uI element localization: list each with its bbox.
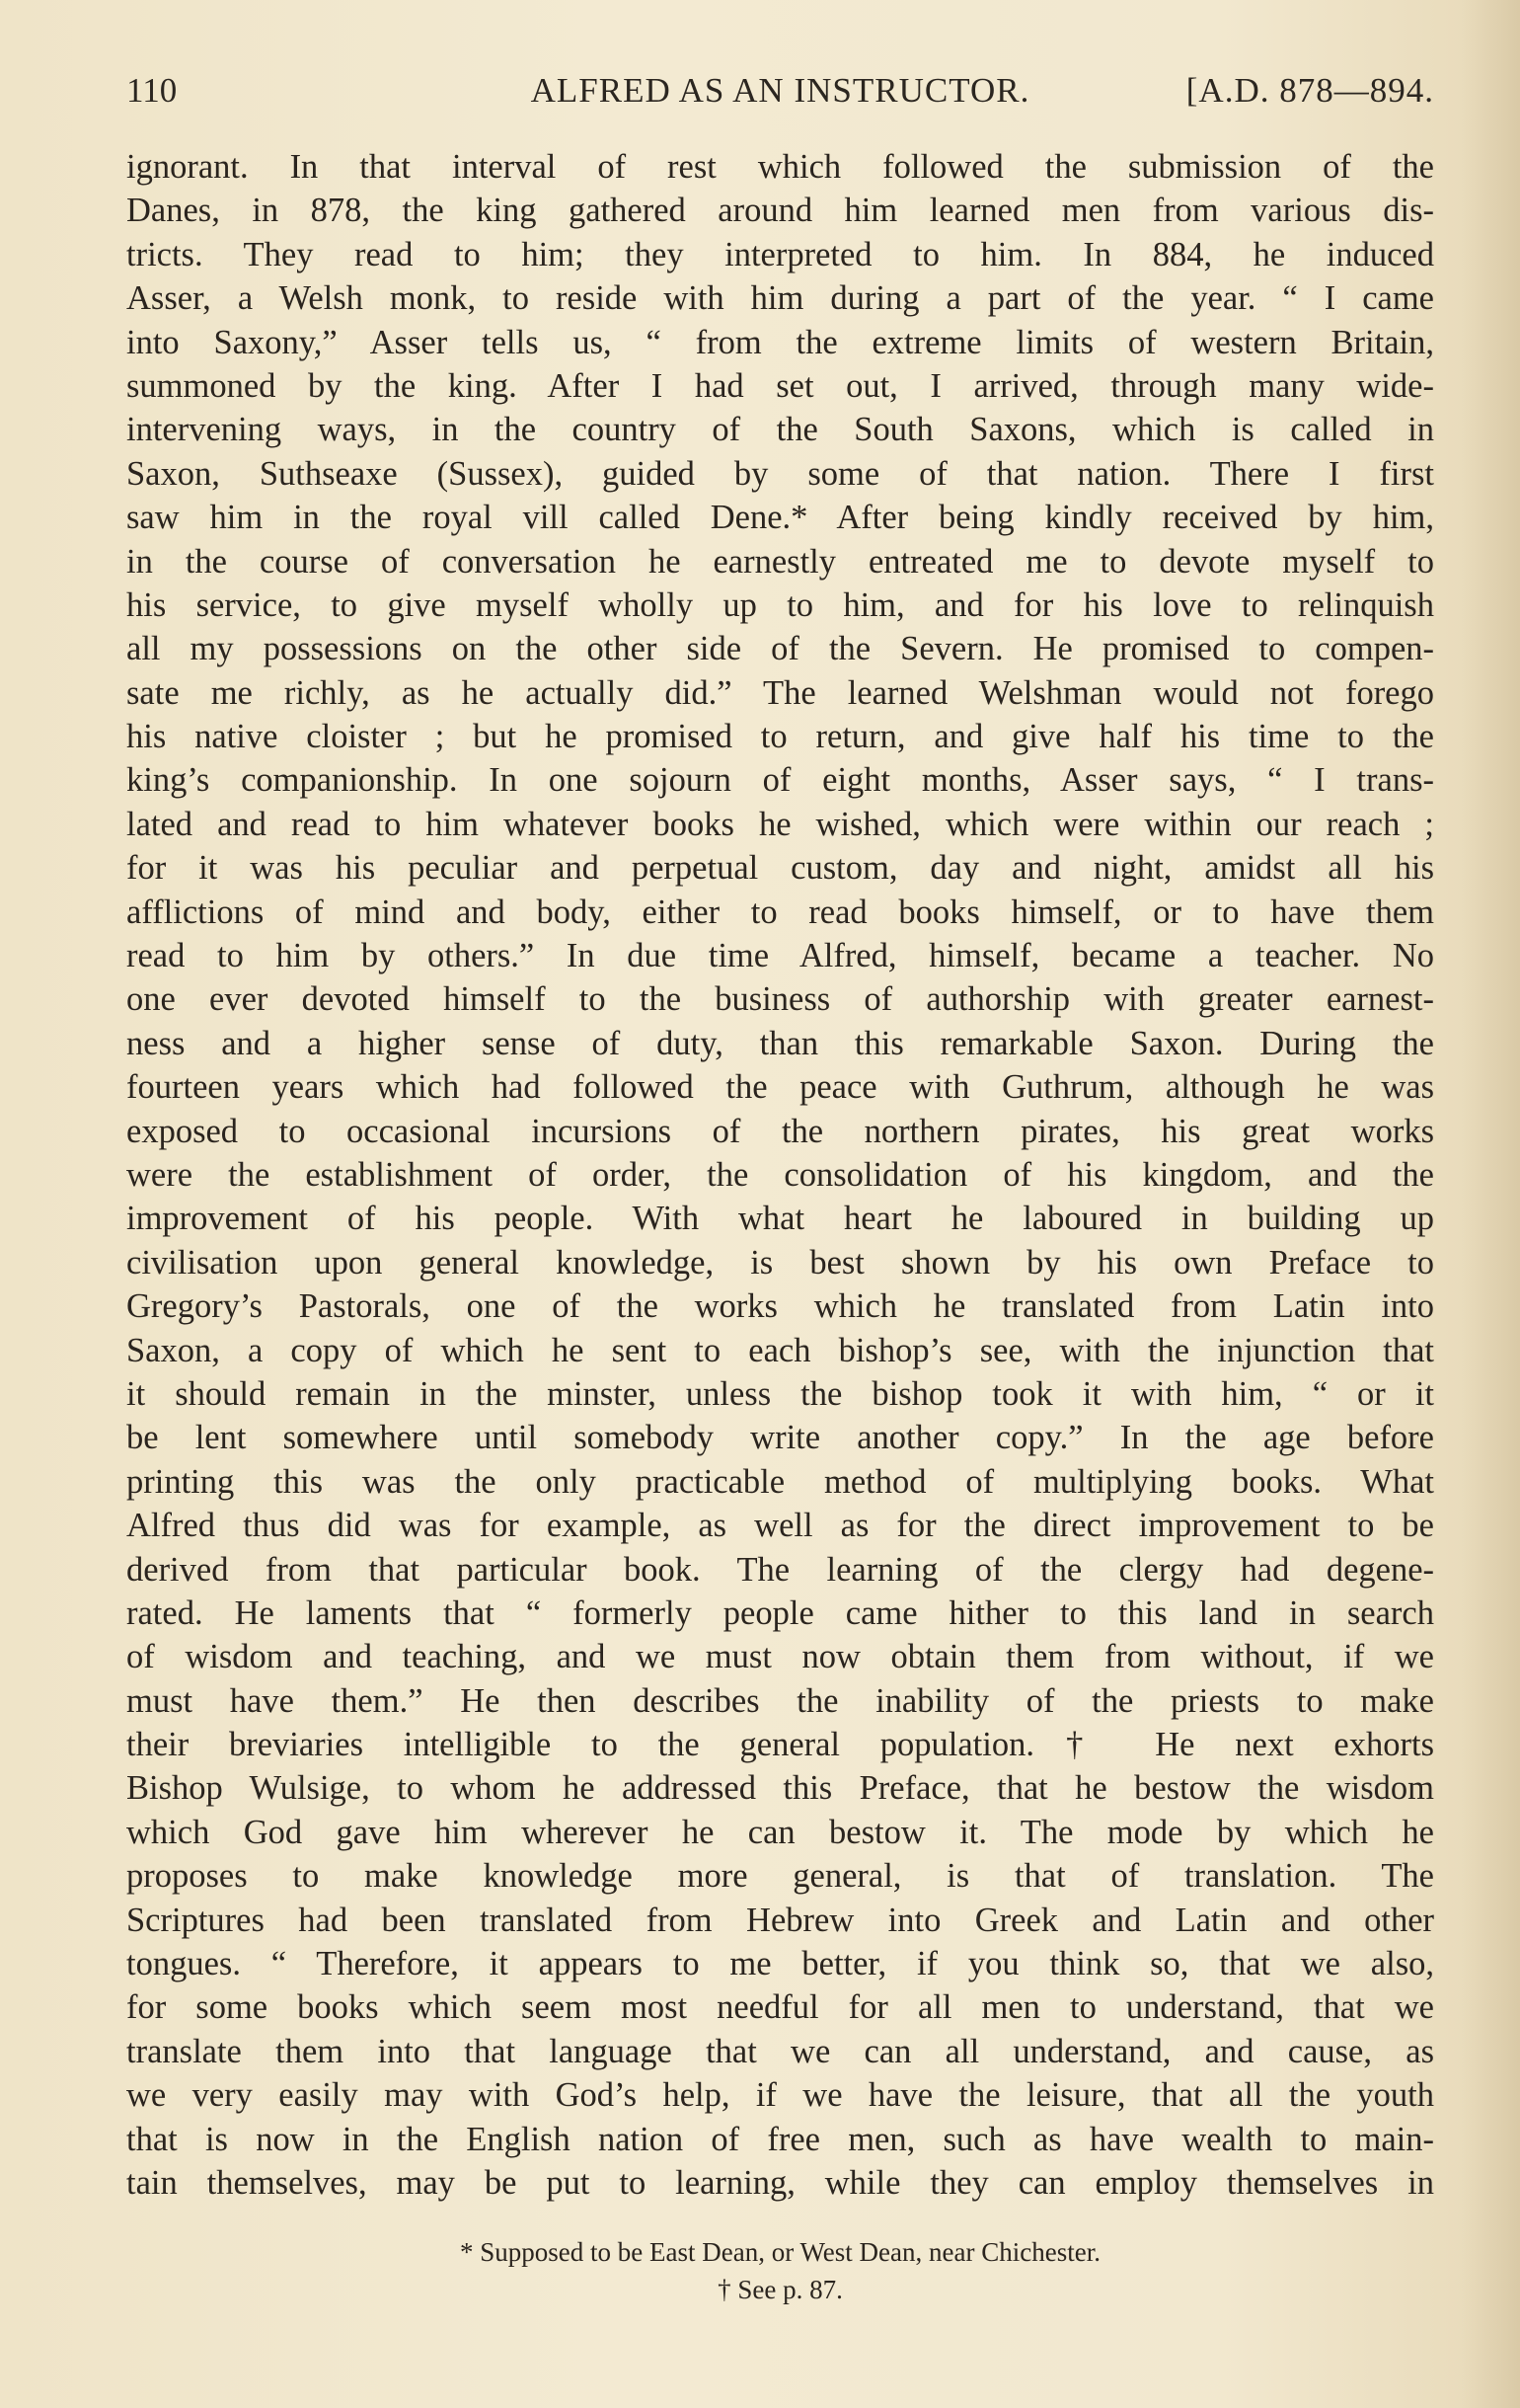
- text-line: which God gave him wherever he can bestow it. The mode by which he: [126, 1813, 1434, 1851]
- text-line: of wisdom and teaching, and we must now obtain them from without, if we: [126, 1638, 1434, 1676]
- footnote-2: † See p. 87.: [718, 2275, 843, 2304]
- text-line: Saxon, Suthseaxe (Sussex), guided by some of that nation. There I first: [126, 454, 1434, 493]
- text-line: Asser, a Welsh monk, to reside with him during a part of the year. “ I came: [126, 279, 1434, 318]
- page-number: 110: [126, 71, 178, 110]
- text-line: ness and a higher sense of duty, than this remarkable Saxon. During the: [126, 1024, 1434, 1062]
- text-line: derived from that particular book. The learning of the clergy had degene-: [126, 1550, 1434, 1589]
- date-range: [A.D. 878—894.: [1185, 71, 1434, 110]
- text-line: king’s companionship. In one sojourn of eight months, Asser says, “ I trans-: [126, 761, 1434, 800]
- text-line: his service, to give myself wholly up to him, and for his love to relinquish: [126, 585, 1434, 624]
- text-line: for some books which seem most needful for all men to understand, that we: [126, 1988, 1434, 2027]
- text-line: Alfred thus did was for example, as well as for the direct improvement to be: [126, 1507, 1434, 1545]
- text-line: rated. He laments that “ formerly people came hither to this land in search: [126, 1593, 1434, 1632]
- text-line: exposed to occasional incursions of the northern pirates, his great works: [126, 1112, 1434, 1150]
- text-line: translate them into that language that we can all understand, and cause, as: [126, 2032, 1434, 2070]
- text-line: must have them.” He then describes the inability of the priests to make: [126, 1681, 1434, 1720]
- text-line: ignorant. In that interval of rest which followed the submission of the: [126, 148, 1434, 186]
- text-line: Gregory’s Pastorals, one of the works which he translated from Latin into: [126, 1287, 1434, 1326]
- text-line: we very easily may with God’s help, if we have the leisure, that all the youth: [126, 2076, 1434, 2115]
- text-line: sate me richly, as he actually did.” The learned Welshman would not forego: [126, 673, 1434, 712]
- text-line: civilisation upon general knowledge, is best shown by his own Preface to: [126, 1243, 1434, 1282]
- text-line: in the course of conversation he earnestly entreated me to devote myself to: [126, 542, 1434, 581]
- text-line: his native cloister ; but he promised to return, and give half his time to the: [126, 718, 1434, 756]
- running-title: ALFRED AS AN INSTRUCTOR.: [530, 71, 1030, 110]
- text-line: into Saxony,” Asser tells us, “ from the extreme limits of western Britain,: [126, 323, 1434, 361]
- text-line: tongues. “ Therefore, it appears to me better, if you think so, that we also,: [126, 1945, 1434, 1983]
- text-line: Bishop Wulsige, to whom he addressed this Preface, that he bestow the wisdom: [126, 1769, 1434, 1808]
- footnotes: [126, 2233, 1434, 2308]
- text-line: saw him in the royal vill called Dene.* After being kindly received by him,: [126, 499, 1434, 537]
- text-line: one ever devoted himself to the business of authorship with greater earnest-: [126, 980, 1434, 1019]
- text-line: tain themselves, may be put to learning, while they can employ themselves in: [126, 2163, 1434, 2202]
- text-line: their breviaries intelligible to the general population.† He next exhorts: [126, 1726, 1434, 1764]
- text-line: proposes to make knowledge more general, is that of translation. The: [126, 1857, 1434, 1896]
- text-line: improvement of his people. With what heart he laboured in building up: [126, 1200, 1434, 1238]
- text-line: Danes, in 878, the king gathered around him learned men from various dis-: [126, 192, 1434, 230]
- text-line: it should remain in the minster, unless the bishop took it with him, “ or it: [126, 1374, 1434, 1413]
- text-line: Saxon, a copy of which he sent to each bishop’s see, with the injunction that: [126, 1331, 1434, 1369]
- page-edge-shadow: [1461, 0, 1520, 2408]
- text-line: were the establishment of order, the consolidation of his kingdom, and the: [126, 1155, 1434, 1194]
- text-line: be lent somewhere until somebody write another copy.” In the age before: [126, 1419, 1434, 1457]
- text-line: all my possessions on the other side of the Severn. He promised to compen-: [126, 630, 1434, 668]
- text-line: for it was his peculiar and perpetual custom, day and night, amidst all his: [126, 849, 1434, 888]
- text-line: tricts. They read to him; they interpreted to him. In 884, he induced: [126, 235, 1434, 273]
- text-line: lated and read to him whatever books he wished, which were within our reach ;: [126, 805, 1434, 843]
- body-text: [126, 145, 1434, 2205]
- text-line: printing this was the only practicable method of multiplying books. What: [126, 1462, 1434, 1501]
- text-line: afflictions of mind and body, either to read books himself, or to have them: [126, 893, 1434, 931]
- text-line: summoned by the king. After I had set out, I arrived, through many wide-: [126, 366, 1434, 405]
- text-line: that is now in the English nation of free men, such as have wealth to main-: [126, 2120, 1434, 2158]
- text-line: Scriptures had been translated from Hebrew into Greek and Latin and other: [126, 1901, 1434, 1939]
- text-line: fourteen years which had followed the peace with Guthrum, although he was: [126, 1068, 1434, 1107]
- text-line: intervening ways, in the country of the South Saxons, which is called in: [126, 411, 1434, 449]
- text-line: read to him by others.” In due time Alfred, himself, became a teacher. No: [126, 937, 1434, 975]
- footnote-1: * Supposed to be East Dean, or West Dean, near Chichester.: [460, 2237, 1101, 2267]
- running-head: [126, 71, 1434, 120]
